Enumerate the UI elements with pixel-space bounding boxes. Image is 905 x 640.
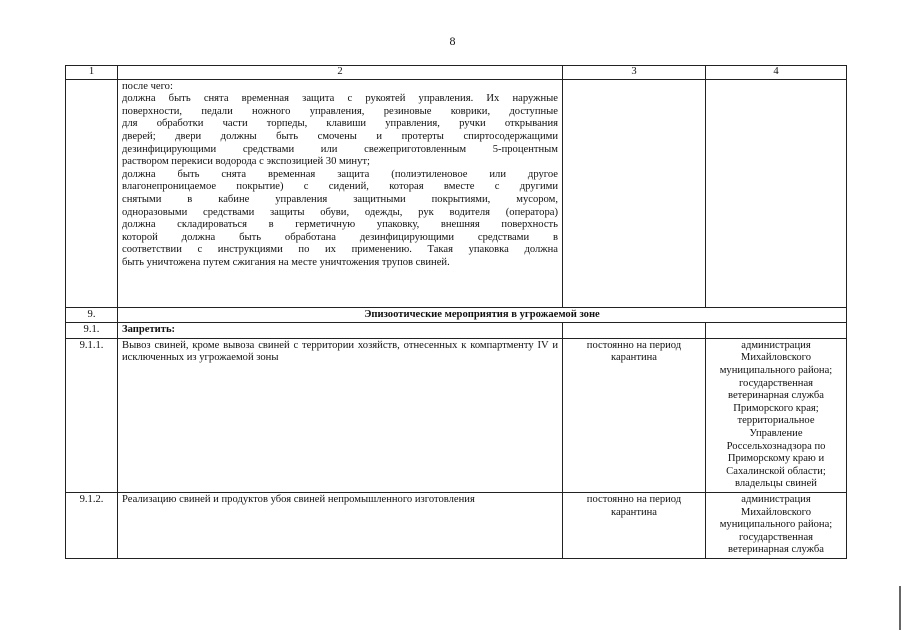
continuation-period-cell (563, 79, 706, 307)
column-number-2: 2 (118, 66, 563, 80)
continuation-row (66, 79, 847, 307)
text-line: дезинфицирующими средствами или свежеприготовленным 5-процентным (122, 143, 558, 155)
responsible-line: ветеринарная служба (728, 544, 824, 556)
subsection-responsible-cell (706, 323, 847, 339)
text-line: дверей; двери должны быть смочены и протерты спиртосодержащими (122, 130, 558, 142)
row-period: постоянно на период карантина (563, 492, 706, 558)
row-responsible (706, 492, 847, 558)
text-line: должна складироваться в герметичную упаковку, внешняя поверхность (122, 219, 558, 231)
row-number: 9.1.1. (66, 338, 118, 492)
responsible-line: Управление (749, 427, 803, 439)
responsible-line: Михайловского (740, 352, 812, 364)
text-line: после чего: (122, 80, 173, 92)
table-row (66, 492, 847, 558)
page-number: 8 (449, 34, 456, 48)
row-responsible (706, 338, 847, 492)
column-number-3: 3 (563, 66, 706, 80)
row-period: постоянно на период карантина (563, 338, 706, 492)
column-number-4: 4 (706, 66, 847, 80)
responsible-line: государственная (738, 531, 814, 543)
responsible-line: Приморского края; (733, 402, 819, 414)
responsible-line: администрация (741, 339, 811, 351)
text-line: которой должна быть обработана дезинфицирующими средствами в (122, 231, 558, 243)
responsible-line: администрация (741, 493, 811, 505)
row-measure: Вывоз свиней, кроме вывоза свиней с территории хозяйств, отнесенных к компартменту IV и исключенных из угрожаемой зоны (118, 338, 563, 492)
row-number: 9.1.2. (66, 492, 118, 558)
text-line: для обработки части торпеды, клавиши управления, ручки открывания (122, 118, 558, 130)
text-line: раствором перекиси водорода с экспозицией 30 минут; (122, 156, 370, 168)
responsible-line: владельцы свиней (735, 478, 817, 490)
responsible-line: Сахалинской области; (726, 465, 826, 477)
subsection-number: 9.1. (66, 323, 118, 339)
column-number-row (66, 66, 847, 80)
responsible-line: Приморскому краю и (727, 453, 825, 465)
text-line: одноразовыми средствами защиты обуви, одежды, рук водителя (оператора) (122, 206, 558, 218)
section-row (66, 307, 847, 323)
text-line: соответствии с инструкциями по их применению. Такая упаковка должна (122, 244, 558, 256)
text-line: должна быть снята временная защита (полиэтиленовое или другое (122, 168, 558, 180)
measures-table (65, 65, 847, 559)
text-line: быть уничтожена путем сжигания на месте уничтожения трупов свиней. (122, 256, 450, 268)
table-row (66, 338, 847, 492)
responsible-line: ветеринарная служба (728, 390, 824, 402)
subsection-row (66, 323, 847, 339)
section-number: 9. (66, 307, 118, 323)
row-measure: Реализацию свиней и продуктов убоя свиней непромышленного изготовления (118, 492, 563, 558)
scan-edge-mark (899, 586, 901, 630)
text-line: поверхности, педали ножного управления, резиновые коврики, доступные (122, 105, 558, 117)
column-number-1: 1 (66, 66, 118, 80)
text-line: снятыми в кабине управления защитными покрытиями, мусором, (122, 193, 558, 205)
continuation-text-cell (118, 79, 563, 307)
subsection-title: Запретить: (118, 323, 563, 339)
responsible-line: территориальное (737, 415, 815, 427)
text-line: должна быть снята временная защита с рукоятей управления. Их наружные (122, 93, 558, 105)
responsible-line: государственная (738, 377, 814, 389)
section-title: Эпизоотические мероприятия в угрожаемой зоне (118, 307, 847, 323)
subsection-period-cell (563, 323, 706, 339)
text-line: влагонепроницаемое покрытие) с сидений, которая вместе с другими (122, 181, 558, 193)
responsible-line: Россельхознадзора по (726, 440, 826, 452)
responsible-line: муниципального района; (719, 519, 833, 531)
continuation-number-cell (66, 79, 118, 307)
responsible-line: муниципального района; (719, 364, 833, 376)
continuation-responsible-cell (706, 79, 847, 307)
responsible-line: Михайловского (740, 506, 812, 518)
